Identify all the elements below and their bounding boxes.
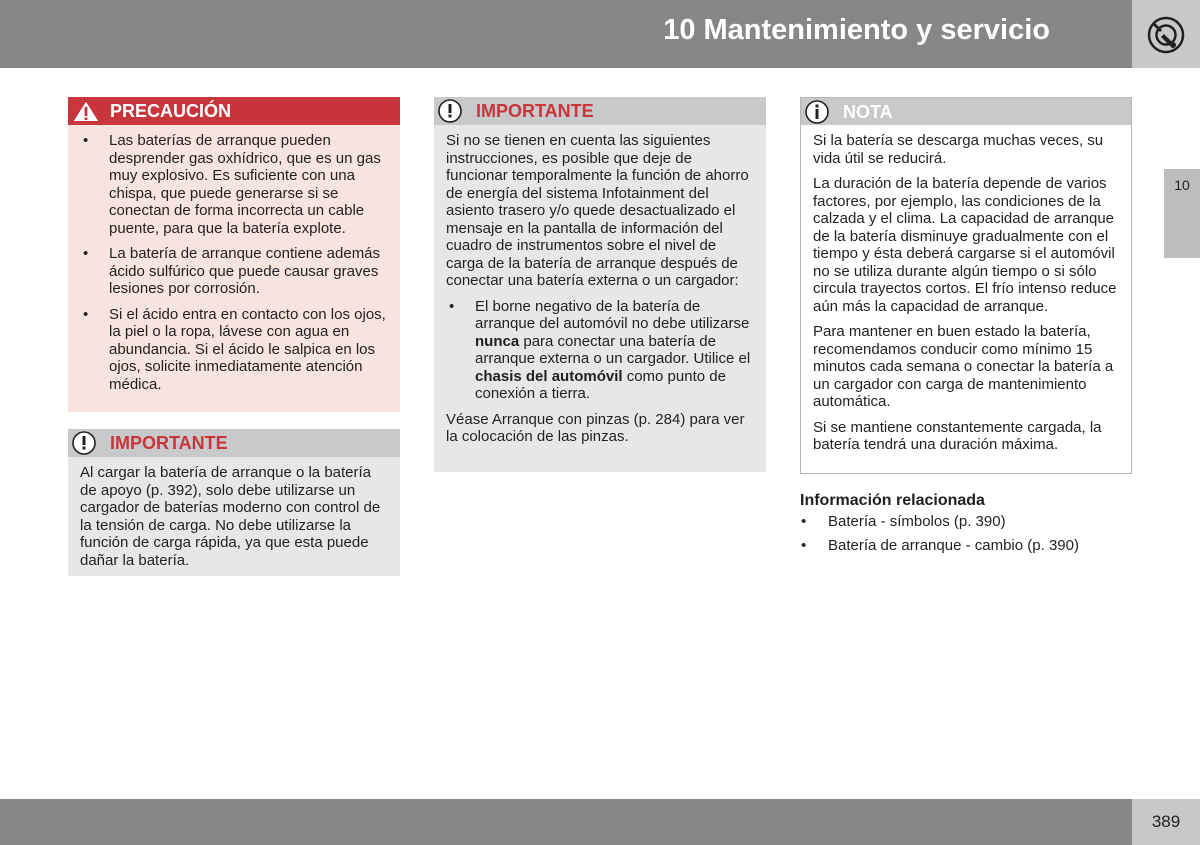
caution-header — [68, 97, 400, 125]
important-header — [434, 97, 766, 125]
important-title: IMPORTANTE — [110, 433, 228, 453]
important-list — [446, 298, 754, 403]
chapter-tab-label: 10 — [1174, 177, 1190, 193]
list-item: • Las baterías de arranque pueden desprender gas oxhídrico, que es un gas muy explosivo. Es suficiente con una chispa, que puede generarse si se conectan de forma incorrecta un cable puente, para que la batería explote. — [80, 132, 388, 237]
chapter-title: 10 Mantenimiento y servicio — [663, 14, 1050, 46]
footer-bar — [0, 799, 1132, 845]
important-box-charging — [68, 429, 400, 576]
caution-box — [68, 97, 400, 412]
wrench-gear-icon — [1145, 15, 1187, 55]
note-paragraph: Para mantener en buen estado la batería, recomendamos conducir como mínimo 15 minutos cada semana o conectar la batería a un cargador con carga de mantenimiento automática. — [813, 323, 1114, 410]
important-box-connection — [434, 97, 766, 472]
related-title: Información relacionada — [800, 492, 985, 509]
list-item: • La batería de arranque contiene además ácido sulfúrico que puede causar graves lesiones por corrosión. — [80, 245, 388, 298]
related-link[interactable]: • Batería - símbolos (p. 390) — [800, 512, 1140, 531]
emphasis-never: nunca — [475, 332, 520, 350]
caution-list — [80, 132, 388, 393]
important-intro: Si no se tienen en cuenta las siguientes instrucciones, es posible que deje de funcionar temporalmente la función de ahorro de energía del sistema Infotainment del asiento trasero y/o quede desactualizado el mensaje en la pantalla de información del cuadro de instrumentos sobre el nivel de carga de la batería de arranque después de conectar una batería externa o un cargador: — [446, 132, 749, 289]
exclamation-circle-icon — [436, 98, 464, 124]
note-title: NOTA — [843, 102, 893, 122]
related-info — [800, 492, 1140, 560]
related-list — [800, 512, 1140, 555]
note-paragraph: Si se mantiene constantemente cargada, la batería tendrá una duración máxima. — [813, 418, 1102, 453]
warning-triangle-icon — [70, 98, 102, 124]
list-item: • El borne negativo de la batería de arranque del automóvil no debe utilizarse nunca para conectar una batería de arranque externa o un cargador. Utilice el chasis del automóvil como punto de conexión a tierra. — [446, 298, 754, 403]
chapter-side-tab[interactable] — [1164, 169, 1200, 258]
info-circle-icon — [803, 99, 831, 125]
list-item: • Si el ácido entra en contacto con los ojos, la piel o la ropa, lávese con agua en abundancia. Si el ácido le salpica en los ojos, solicite inmediatamente atención médica. — [80, 306, 388, 394]
important-header — [68, 429, 400, 457]
emphasis-chassis: chasis del automóvil — [475, 367, 623, 385]
exclamation-circle-icon — [70, 430, 98, 456]
note-header — [801, 98, 1131, 125]
page-number: 389 — [1151, 812, 1181, 831]
important-text: Al cargar la batería de arranque o la batería de apoyo (p. 392), solo debe utilizarse un cargador de baterías moderno con control de la tensión de carga. No debe utilizarse la función de carga rápida, ya que esta puede dañar la batería. — [80, 464, 381, 569]
important-outro: Véase Arranque con pinzas (p. 284) para ver la colocación de las pinzas. — [446, 410, 745, 445]
note-box — [800, 97, 1132, 474]
related-link[interactable]: • Batería de arranque - cambio (p. 390) — [800, 536, 1140, 555]
note-paragraph: La duración de la batería depende de varios factores, por ejemplo, las condiciones de la calzada y el clima. La capacidad de arranque de la batería disminuye gradualmente con el tiempo y ésta deberá cargarse si el automóvil no se utiliza durante algún tiempo o si sólo circula trayectos cortos. El frío intenso reduce aún más la capacidad de arranque. — [813, 175, 1117, 315]
important-title: IMPORTANTE — [476, 101, 594, 121]
note-paragraph: Si la batería se descarga muchas veces, su vida útil se reducirá. — [813, 132, 1104, 167]
header-bar — [0, 0, 1132, 68]
chapter-icon-box — [1132, 0, 1200, 68]
page-number-box — [1132, 799, 1200, 845]
caution-title: PRECAUCIÓN — [110, 101, 232, 121]
